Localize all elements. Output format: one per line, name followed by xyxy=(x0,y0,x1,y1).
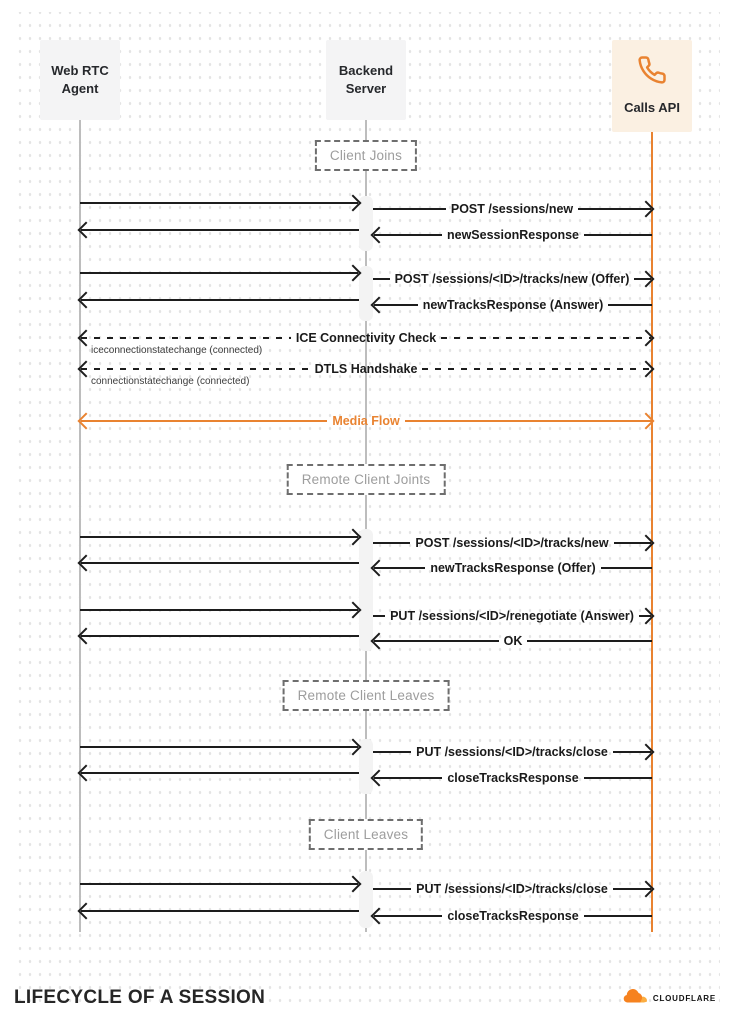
message-label: POST /sessions/new xyxy=(450,202,574,216)
connection-state-annotation: connectionstatechange (connected) xyxy=(91,376,250,387)
message-arrow-request xyxy=(80,740,359,754)
ice-state-annotation: iceconnectionstatechange (connected) xyxy=(91,345,263,356)
arrowhead-left xyxy=(371,908,388,925)
actor-label: Calls API xyxy=(624,99,680,115)
message-label: PUT /sessions/<ID>/renegotiate (Answer) xyxy=(390,609,634,623)
arrowhead-left xyxy=(78,628,95,645)
section-text: Client Leaves xyxy=(323,827,409,842)
message-arrow-response xyxy=(373,561,652,575)
actor-calls-api xyxy=(612,40,692,132)
arrowhead-right xyxy=(638,881,655,898)
actor-label: Web RTC Agent xyxy=(51,62,109,96)
message-arrow-response xyxy=(373,228,652,242)
message-arrow-response xyxy=(80,766,359,780)
message-label: PUT /sessions/<ID>/tracks/close xyxy=(416,745,608,759)
handshake-label: Media Flow xyxy=(332,414,400,428)
section-label-client-joins xyxy=(315,140,417,171)
section-label-client-leaves xyxy=(309,819,423,850)
message-arrow-response xyxy=(373,909,652,923)
message-label: POST /sessions/<ID>/tracks/new (Offer) xyxy=(394,272,630,286)
arrowhead-right xyxy=(638,413,655,430)
message-arrow-request xyxy=(373,882,652,896)
message-arrow-request xyxy=(80,530,359,544)
arrowhead-left xyxy=(78,330,95,347)
message-label: closeTracksResponse xyxy=(447,771,579,785)
message-arrow-request xyxy=(80,196,359,210)
section-label-remote-client-joints xyxy=(287,464,446,495)
message-label: POST /sessions/<ID>/tracks/new xyxy=(415,536,609,550)
message-arrow-request xyxy=(373,272,652,286)
message-label: PUT /sessions/<ID>/tracks/close xyxy=(416,882,608,896)
arrowhead-left xyxy=(371,770,388,787)
arrowhead-left xyxy=(371,297,388,314)
message-arrow-response xyxy=(373,298,652,312)
section-text: Remote Client Joints xyxy=(301,472,431,487)
arrowhead-left xyxy=(78,555,95,572)
arrowhead-right xyxy=(638,271,655,288)
section-text: Remote Client Leaves xyxy=(297,688,435,703)
arrowhead-right xyxy=(638,201,655,218)
arrowhead-left xyxy=(371,227,388,244)
ice-connectivity-arrow xyxy=(80,331,652,345)
message-arrow-response xyxy=(80,629,359,643)
media-flow-arrow xyxy=(80,414,652,428)
message-label: newTracksResponse (Offer) xyxy=(430,561,596,575)
handshake-label: DTLS Handshake xyxy=(314,362,418,376)
arrowhead-left xyxy=(78,903,95,920)
arrowhead-right xyxy=(345,195,362,212)
lifeline-web-rtc-agent xyxy=(79,120,81,932)
arrowhead-right xyxy=(345,265,362,282)
message-label: newSessionResponse xyxy=(447,228,579,242)
arrowhead-right xyxy=(638,330,655,347)
cloudflare-cloud-icon xyxy=(623,989,649,1008)
activation-bar xyxy=(359,196,373,251)
message-arrow-request xyxy=(373,745,652,759)
arrowhead-right xyxy=(638,744,655,761)
message-arrow-request xyxy=(80,266,359,280)
arrowhead-left xyxy=(78,765,95,782)
arrowhead-left xyxy=(78,292,95,309)
actor-label: Backend Server xyxy=(338,62,394,96)
arrowhead-right xyxy=(345,876,362,893)
phone-icon xyxy=(637,55,667,90)
activation-bar xyxy=(359,529,373,651)
message-arrow-request xyxy=(373,536,652,550)
activation-bar xyxy=(359,266,373,321)
actor-backend-server xyxy=(326,40,406,120)
message-label: closeTracksResponse xyxy=(447,909,579,923)
arrowhead-left xyxy=(371,633,388,650)
message-arrow-response xyxy=(80,293,359,307)
arrowhead-right xyxy=(638,361,655,378)
arrowhead-right xyxy=(345,602,362,619)
arrowhead-right xyxy=(345,739,362,756)
arrowhead-left xyxy=(78,413,95,430)
message-arrow-request xyxy=(373,202,652,216)
message-arrow-response xyxy=(373,771,652,785)
message-arrow-response xyxy=(80,556,359,570)
arrowhead-left xyxy=(371,560,388,577)
activation-bar xyxy=(359,871,373,928)
message-arrow-response xyxy=(80,904,359,918)
section-label-remote-client-leaves xyxy=(283,680,450,711)
message-arrow-response xyxy=(373,634,652,648)
dtls-handshake-arrow xyxy=(80,362,652,376)
handshake-label: ICE Connectivity Check xyxy=(295,331,437,345)
message-arrow-response xyxy=(80,223,359,237)
message-label: newTracksResponse (Answer) xyxy=(422,298,604,312)
message-label: OK xyxy=(503,634,523,648)
arrowhead-right xyxy=(345,529,362,546)
message-arrow-request xyxy=(373,609,652,623)
cloudflare-logo xyxy=(623,989,716,1008)
message-arrow-request xyxy=(80,877,359,891)
section-text: Client Joins xyxy=(329,148,403,163)
arrowhead-right xyxy=(638,608,655,625)
arrowhead-right xyxy=(638,535,655,552)
arrowhead-left xyxy=(78,222,95,239)
actor-web-rtc-agent xyxy=(40,40,120,120)
diagram-title: LIFECYCLE OF A SESSION xyxy=(14,987,266,1008)
cloudflare-wordmark: CLOUDFLARE xyxy=(652,994,716,1003)
arrowhead-left xyxy=(78,361,95,378)
message-arrow-request xyxy=(80,603,359,617)
